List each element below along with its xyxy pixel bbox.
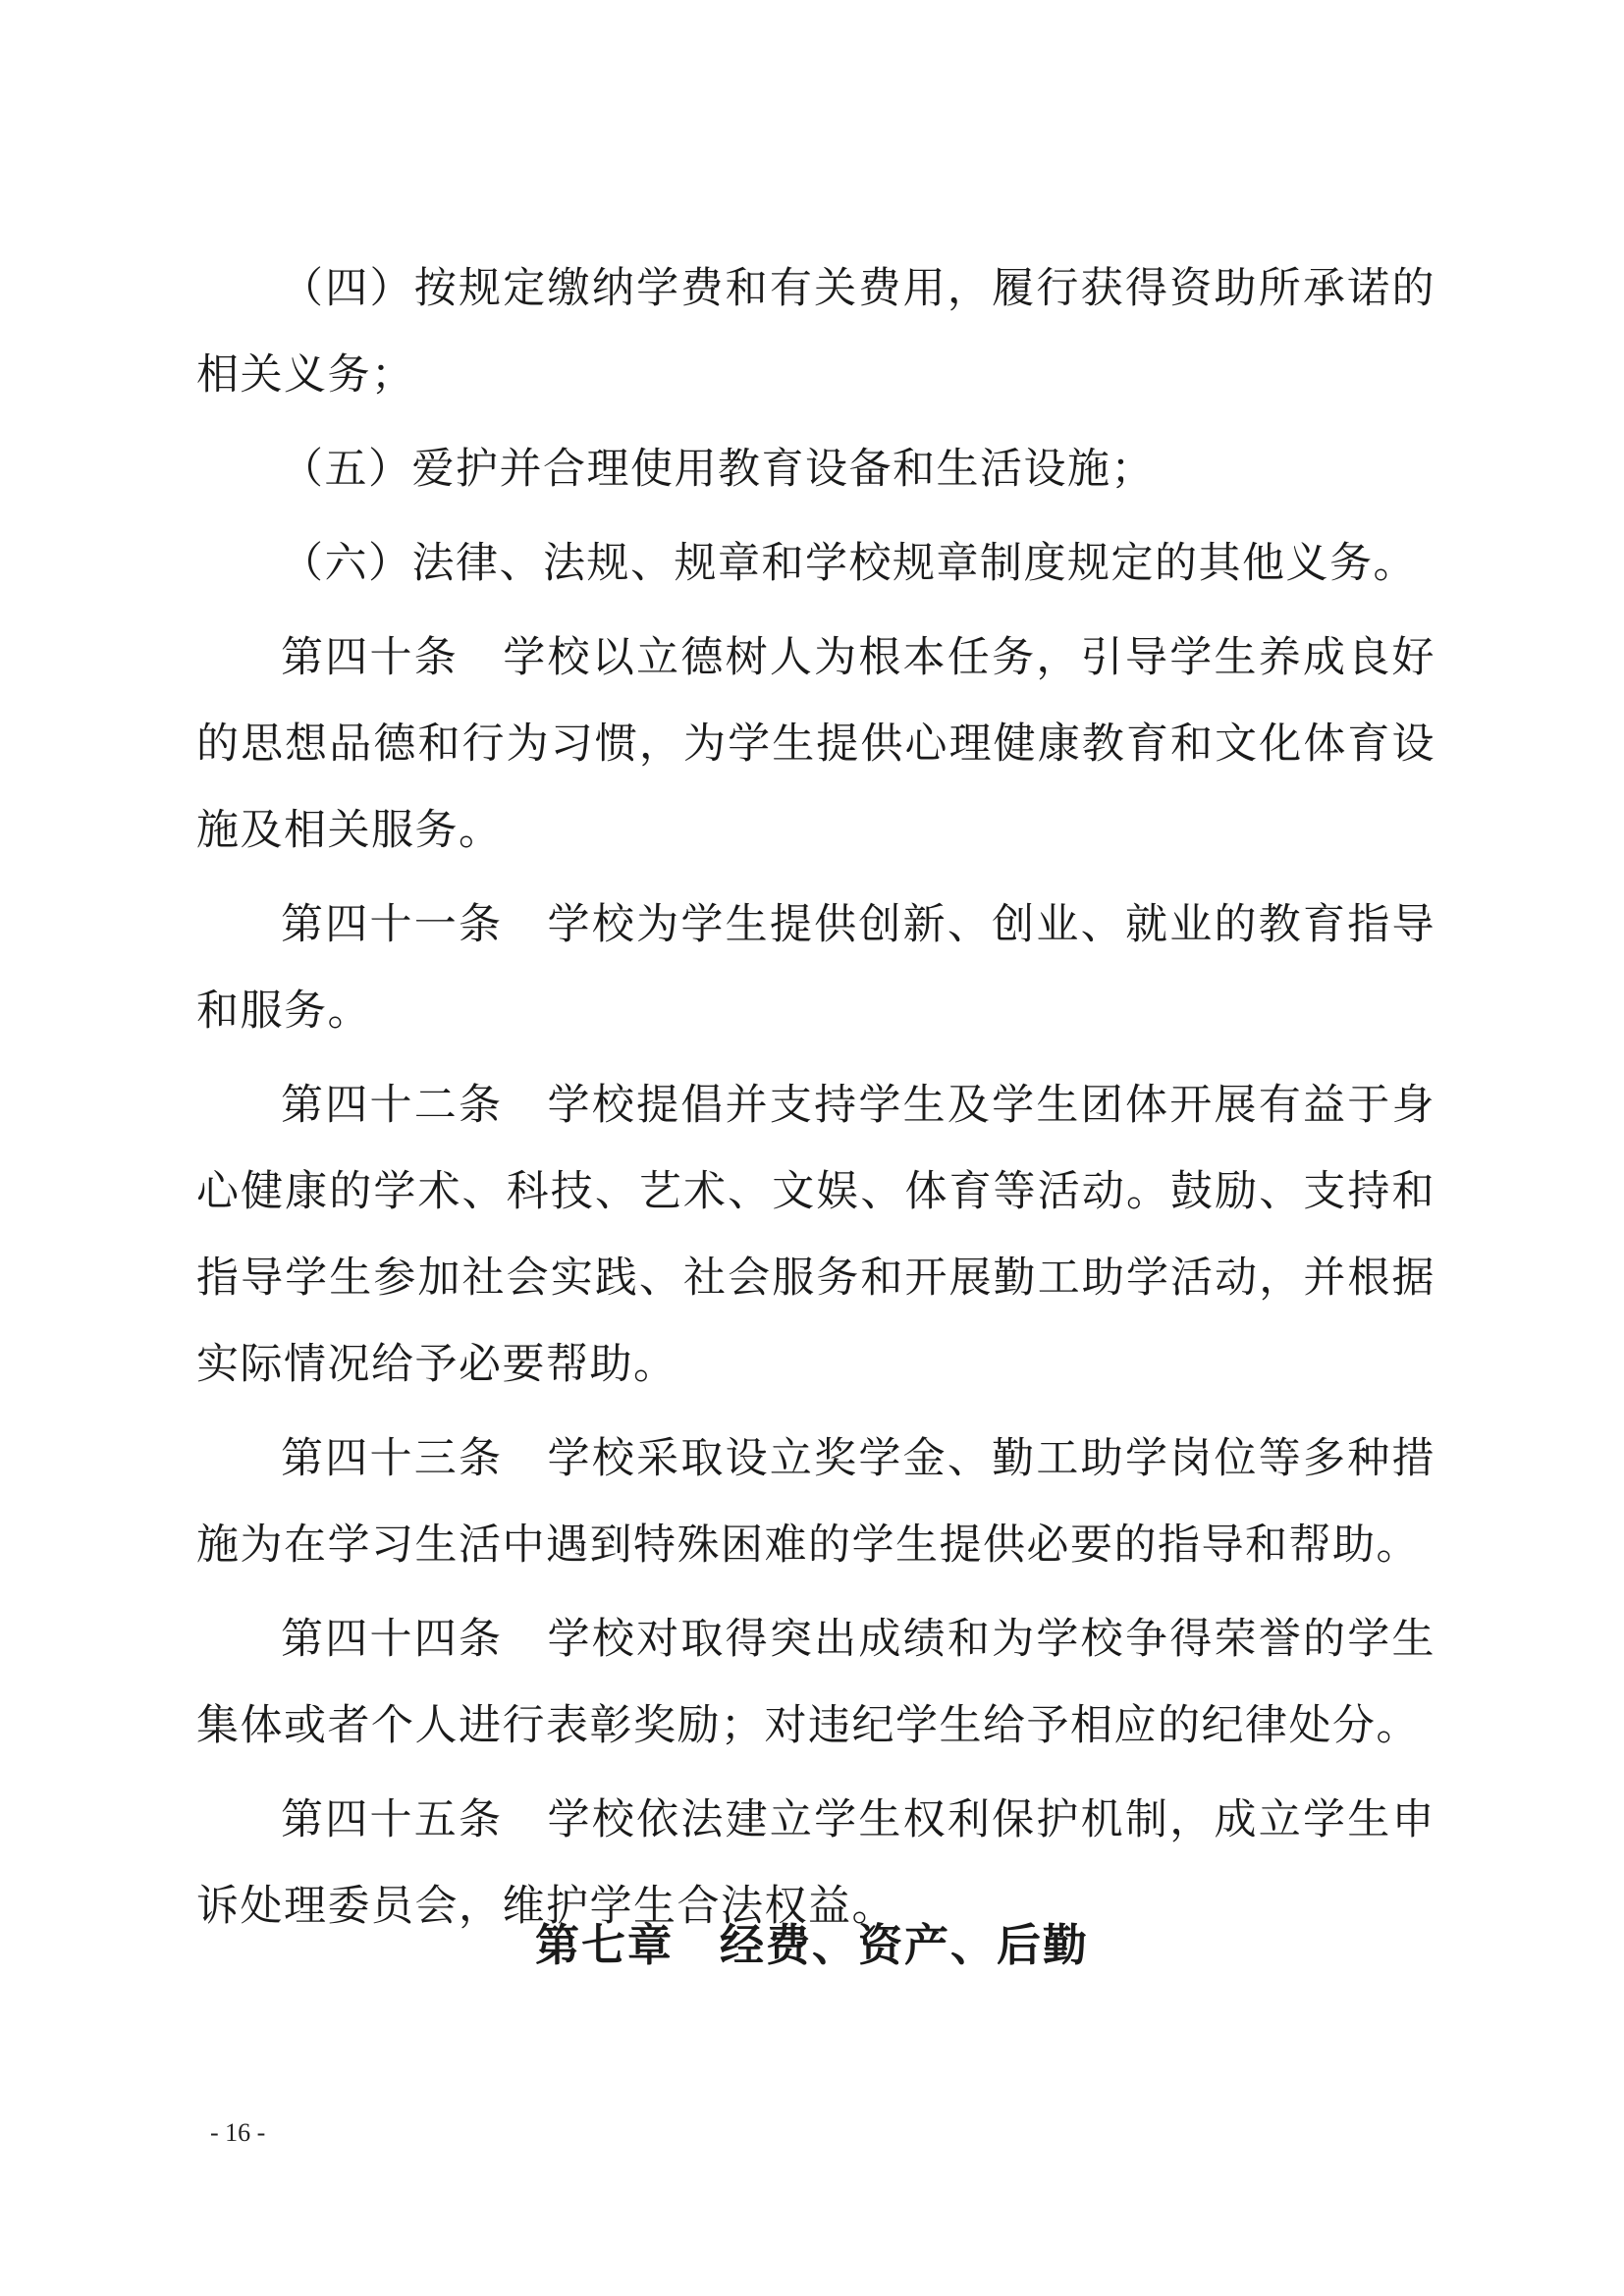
clause-item-5: （五）爱护并合理使用教育设备和生活设施； — [281, 445, 1155, 494]
body-text — [196, 245, 1435, 1949]
article-45: 第四十五条 学校依法建立学生权利保护机制，成立学生申诉处理委员会，维护学生合法权益。 — [196, 1795, 1435, 1931]
clause-item-6: （六）法律、法规、规章和学校规章制度规定的其他义务。 — [281, 539, 1417, 588]
page-number: - 16 - — [210, 2118, 266, 2147]
article-41: 第四十一条 学校为学生提供创新、创业、就业的教育指导和服务。 — [196, 900, 1435, 1036]
article-40: 第四十条 学校以立德树人为根本任务，引导学生养成良好的思想品德和行为习惯，为学生提供心理健康教育和文化体育设施及相关服务。 — [196, 633, 1435, 855]
article-42: 第四十二条 学校提倡并支持学生及学生团体开展有益于身心健康的学术、科技、艺术、文娱、体育等活动。鼓励、支持和指导学生参加社会实践、社会服务和开展勤工助学活动，并根据实际情况给予必要帮助。 — [196, 1081, 1435, 1389]
article-43: 第四十三条 学校采取设立奖学金、勤工助学岗位等多种措施为在学习生活中遇到特殊困难的学生提供必要的指导和帮助。 — [196, 1434, 1435, 1570]
clause-item-4: （四）按规定缴纳学费和有关费用，履行获得资助所承诺的相关义务； — [196, 264, 1435, 400]
article-44: 第四十四条 学校对取得突出成绩和为学校争得荣誉的学生集体或者个人进行表彰奖励；对违纪学生给予相应的纪律处分。 — [196, 1615, 1435, 1750]
chapter-title: 第七章 经费、资产、后勤 — [534, 1919, 1089, 1971]
